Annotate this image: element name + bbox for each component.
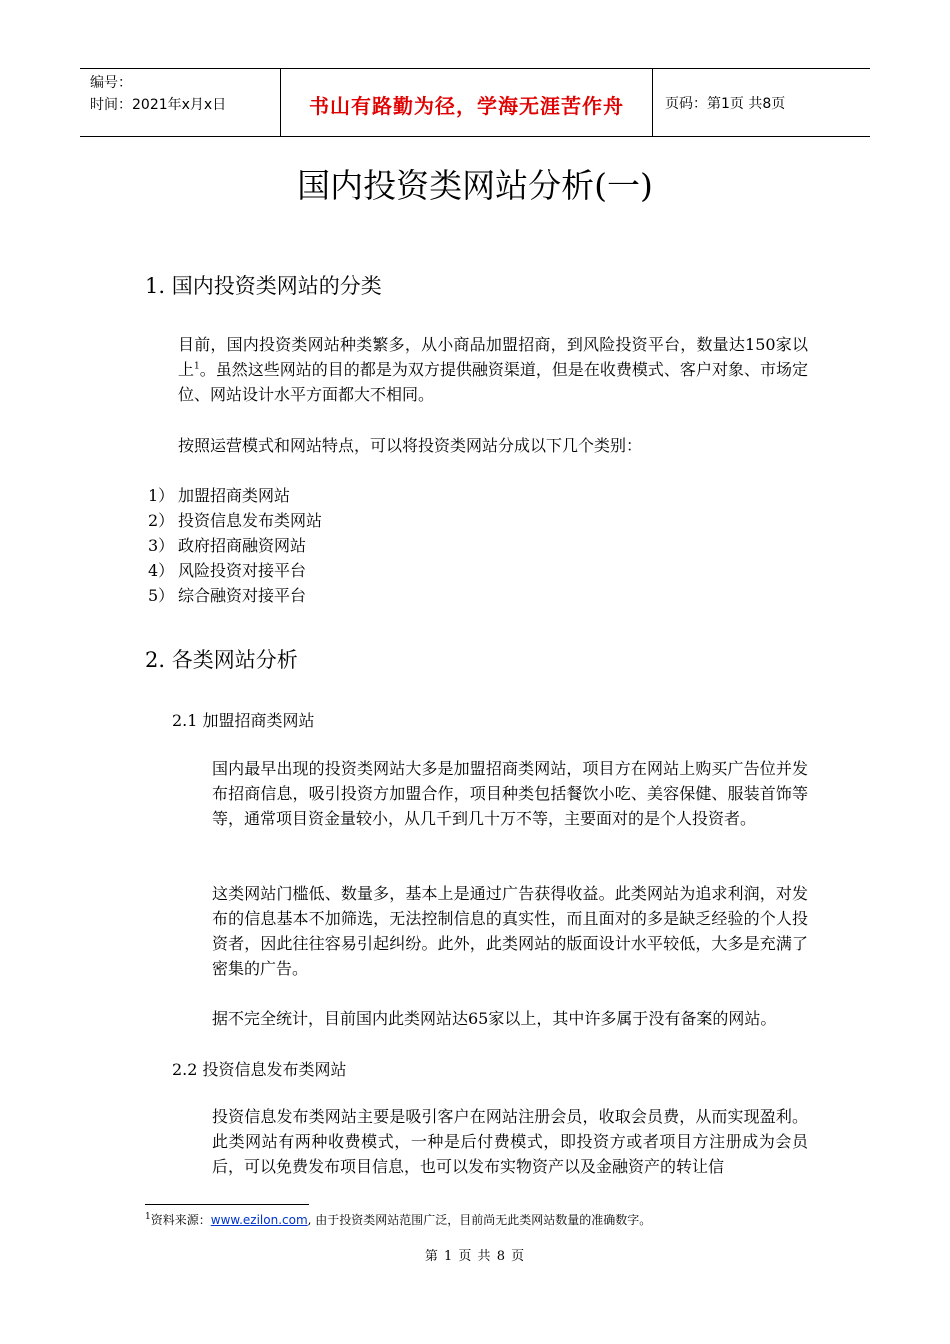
paragraph-text: 目前，国内投资类网站种类繁多，从小商品加盟招商，到风险投资平台，数量达150家以上: [178, 335, 808, 379]
page-header: [80, 68, 870, 137]
list-item-label: 投资信息发布类网站: [178, 511, 323, 530]
section-1-paragraph-1: [178, 332, 808, 407]
document-title: 国内投资类网站分析(一): [297, 166, 653, 205]
subsection-2-2-paragraph-1: 投资信息发布类网站主要是吸引客户在网站注册会员，收取会员费，从而实现盈利。此类网站有两种收费模式，一种是后付费模式，即投资方或者项目方注册成为会员后，可以免费发布项目信息，也可以发布实物资产以及金融资产的转让信: [212, 1107, 808, 1176]
section-1-heading: 1. 国内投资类网站的分类: [145, 274, 382, 298]
header-page-info: 页码：第1页 共8页: [665, 95, 786, 112]
header-motto: 书山有路勤为径，学海无涯苦作舟: [280, 69, 653, 136]
list-item-number: 1）: [148, 486, 175, 505]
list-item-number: 3）: [148, 536, 175, 555]
list-item-label: 政府招商融资网站: [178, 536, 307, 555]
paragraph-text: 。虽然这些网站的目的都是为双方提供融资渠道，但是在收费模式、客户对象、市场定位、网站设计水平方面都大不相同。: [178, 360, 808, 404]
footnote: [145, 1211, 651, 1228]
list-item: [148, 483, 322, 508]
section-1-paragraph-2: 按照运营模式和网站特点，可以将投资类网站分成以下几个类别：: [178, 436, 643, 455]
list-item: [148, 508, 322, 533]
subsection-2-1-paragraph-1: 国内最早出现的投资类网站大多是加盟招商类网站，项目方在网站上购买广告位并发布招商信息，吸引投资方加盟合作，项目种类包括餐饮小吃、美容保健、服装首饰等等，通常项目资金量较小，从几千到几十万不等，主要面对的是个人投资者。: [212, 759, 808, 828]
list-item-label: 加盟招商类网站: [178, 486, 291, 505]
subsection-2-1-paragraph-3: 据不完全统计，目前国内此类网站达65家以上，其中许多属于没有备案的网站。: [212, 1009, 777, 1028]
subsection-2-1-heading: 2.1 加盟招商类网站: [172, 711, 315, 730]
list-item-number: 2）: [148, 511, 175, 530]
category-list: [148, 483, 322, 608]
list-item: [148, 583, 322, 608]
footnote-prefix: 资料来源：: [150, 1213, 211, 1227]
footnote-marker: 1: [145, 1212, 151, 1222]
section-2-heading: 2. 各类网站分析: [145, 648, 298, 672]
list-item: [148, 558, 322, 583]
list-item-number: 4）: [148, 561, 175, 580]
document-number-label: 编号：: [90, 75, 132, 91]
list-item-number: 5）: [148, 586, 175, 605]
footnote-divider: [145, 1204, 309, 1205]
list-item-label: 风险投资对接平台: [178, 561, 307, 580]
list-item-label: 综合融资对接平台: [178, 586, 307, 605]
footnote-suffix: , 由于投资类网站范围广泛，目前尚无此类网站数量的准确数字。: [307, 1213, 652, 1227]
footnote-reference: 1: [194, 361, 200, 372]
footnote-source-link[interactable]: www.ezilon.com: [210, 1213, 308, 1227]
header-meta: [80, 69, 280, 136]
page-footer: 第 1 页 共 8 页: [424, 1249, 526, 1264]
subsection-2-1-paragraph-2: 这类网站门槛低、数量多，基本上是通过广告获得收益。此类网站为追求利润，对发布的信息基本不加筛选，无法控制信息的真实性，而且面对的多是缺乏经验的个人投资者，因此往往容易引起纠纷。此外，此类网站的版面设计水平较低，大多是充满了密集的广告。: [212, 884, 808, 978]
list-item: [148, 533, 322, 558]
document-time-label: 时间：2021年x月x日: [90, 97, 227, 113]
subsection-2-2-heading: 2.2 投资信息发布类网站: [172, 1060, 347, 1079]
